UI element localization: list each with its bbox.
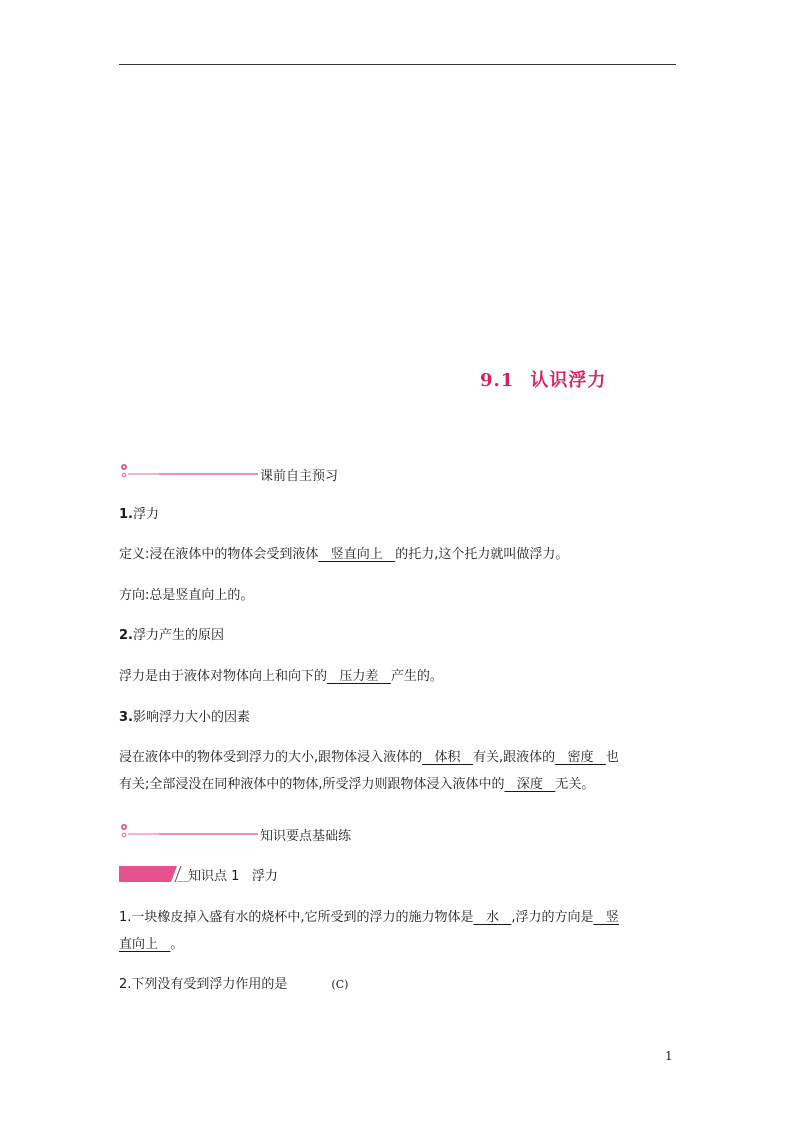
page-number: 1: [665, 1049, 673, 1063]
direction-line: 方向:总是竖直向上的。: [119, 588, 254, 603]
knowledge-point-label: 知识点 1 浮力: [188, 869, 278, 884]
section-label: 知识要点基础练: [260, 829, 352, 844]
section-header-preview: [119, 462, 519, 484]
section-header-basic: [119, 822, 519, 844]
fill-blank: 压力差: [327, 669, 391, 684]
fill-blank: 密度: [555, 750, 606, 765]
definition-line: 定义:浸在液体中的物体会受到液体 竖直向上 的托力,这个托力就叫做浮力。: [119, 547, 569, 562]
factor-line-2: 有关;全部浸没在同种液体中的物体,所受浮力则跟物体浸入液体中的 深度 无关。: [119, 777, 595, 792]
fill-blank: 竖直向上: [318, 547, 396, 562]
fill-blank: 深度: [504, 777, 556, 792]
title-text: 认识浮力: [530, 370, 607, 391]
question-1-line-1: 1.一块橡皮掉入盛有水的烧杯中,它所受到的浮力的施力物体是 水 ,浮力的方向是 竖: [119, 910, 619, 925]
heading-3: 3.影响浮力大小的因素: [119, 710, 250, 725]
answer-choice: (C): [331, 978, 349, 991]
fill-blank: 直向上: [119, 937, 171, 952]
title-number: 9.1: [480, 370, 515, 391]
fill-blank: 体积: [422, 750, 473, 765]
header-rule: [119, 64, 676, 65]
page-title: [480, 366, 606, 392]
heading-2: 2.浮力产生的原因: [119, 628, 224, 643]
knowledge-point-tag: [119, 864, 419, 884]
heading-1: 1.浮力: [119, 507, 159, 522]
fill-blank: 竖: [593, 910, 619, 925]
flower-decoration-icon: [119, 822, 259, 844]
question-2: 2.下列没有受到浮力作用的是 (C): [119, 977, 349, 992]
question-1-line-2: 直向上 。: [119, 937, 184, 952]
fill-blank: 水: [473, 910, 512, 925]
flower-decoration-icon: [119, 462, 259, 484]
section-label: 课前自主预习: [260, 469, 339, 484]
factor-line-1: 浸在液体中的物体受到浮力的大小,跟物体浸入液体的 体积 有关,跟液体的 密度 也: [119, 750, 619, 765]
cause-line: 浮力是由于液体对物体向上和向下的 压力差 产生的。: [119, 669, 443, 684]
tag-bar-icon: [119, 866, 189, 882]
